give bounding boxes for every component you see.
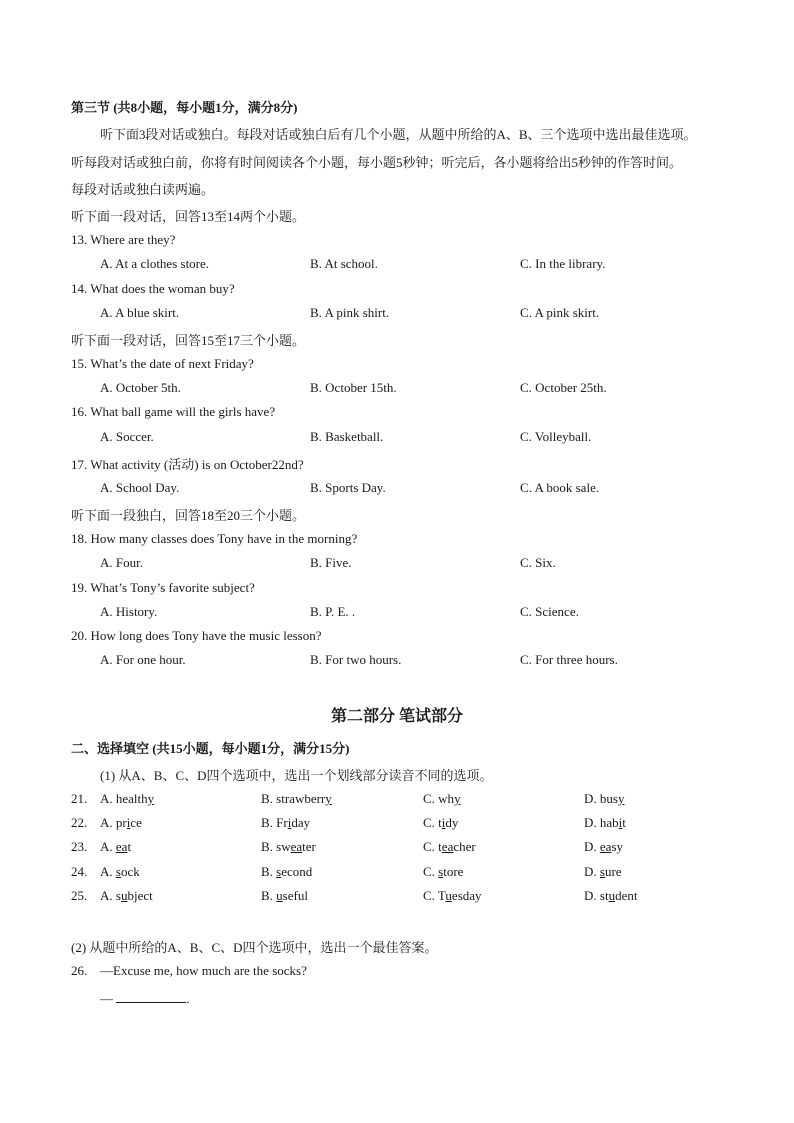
option-a: A. A blue skirt. xyxy=(100,305,180,320)
instruction-line: 听下面3段对话或独白。每段对话或独白后有几个小题，从题中所给的A、B、三个选项中选出最佳选项。 xyxy=(100,127,697,142)
option-b: B. Basketball. xyxy=(310,429,384,444)
phonics-row xyxy=(0,839,794,857)
option-a: A. At a clothes store. xyxy=(100,256,210,271)
question-number: 25. xyxy=(71,888,88,903)
question-number: 24. xyxy=(71,864,88,879)
option-b: B. At school. xyxy=(310,256,378,271)
question-text: 20. How long does Tony have the music lesson? xyxy=(71,628,322,643)
option-b: B. October 15th. xyxy=(310,380,397,395)
question-text: 13. Where are they? xyxy=(71,232,176,247)
sub-instruction: (2) 从题中所给的A、B、C、D四个选项中，选出一个最佳答案。 xyxy=(71,940,438,955)
option-b: B. A pink shirt. xyxy=(310,305,390,320)
option-b: B. P. E. . xyxy=(310,604,356,619)
option-c: C. A pink skirt. xyxy=(520,305,600,320)
dash: — xyxy=(100,991,113,1006)
phonics-row xyxy=(0,864,794,882)
option-b: B. sweater xyxy=(261,839,316,854)
option-c: C. teacher xyxy=(423,839,476,854)
question-text: 17. What activity (活动) is on October22nd? xyxy=(71,457,304,472)
option-c: C. why xyxy=(423,791,461,806)
dialogue-lead: 听下面一段对话，回答15至17三个小题。 xyxy=(71,333,306,348)
option-d: D. habit xyxy=(584,815,626,830)
question-text: —Excuse me, how much are the socks? xyxy=(100,963,307,978)
option-a: A. For one hour. xyxy=(100,652,186,667)
option-d: D. easy xyxy=(584,839,623,854)
option-a: A. History. xyxy=(100,604,158,619)
period: . xyxy=(186,991,190,1006)
question-number: 21. xyxy=(71,791,88,806)
option-b: B. For two hours. xyxy=(310,652,402,667)
phonics-row xyxy=(0,791,794,809)
sub-instruction: (1) 从A、B、C、D四个选项中，选出一个划线部分读音不同的选项。 xyxy=(100,768,493,783)
question-text: 19. What’s Tony’s favorite subject? xyxy=(71,580,255,595)
option-a: A. price xyxy=(100,815,142,830)
phonics-row xyxy=(0,888,794,906)
option-c: C. In the library. xyxy=(520,256,606,271)
monologue-lead: 听下面一段独白，回答18至20三个小题。 xyxy=(71,508,306,523)
option-b: B. useful xyxy=(261,888,308,903)
option-b: B. second xyxy=(261,864,313,879)
option-a: A. October 5th. xyxy=(100,380,181,395)
option-c: C. Six. xyxy=(520,555,556,570)
option-b: B. strawberry xyxy=(261,791,332,806)
question-text: 18. How many classes does Tony have in the morning? xyxy=(71,531,358,546)
option-c: C. Science. xyxy=(520,604,579,619)
option-d: D. sure xyxy=(584,864,622,879)
option-c: C. October 25th. xyxy=(520,380,607,395)
option-c: C. A book sale. xyxy=(520,480,600,495)
option-d: D. busy xyxy=(584,791,625,806)
answer-line xyxy=(100,990,190,1007)
option-c: C. For three hours. xyxy=(520,652,618,667)
option-b: B. Five. xyxy=(310,555,352,570)
option-b: B. Friday xyxy=(261,815,311,830)
question-number: 23. xyxy=(71,839,88,854)
option-c: C. tidy xyxy=(423,815,459,830)
option-a: A. Soccer. xyxy=(100,429,154,444)
option-c: C. Tuesday xyxy=(423,888,482,903)
instruction-line: 每段对话或独白读两遍。 xyxy=(71,182,215,197)
option-a: A. healthy xyxy=(100,791,155,806)
question-text: 14. What does the woman buy? xyxy=(71,281,235,296)
option-a: A. Four. xyxy=(100,555,143,570)
answer-blank[interactable] xyxy=(116,990,186,1003)
part-title: 第二部分 笔试部分 xyxy=(330,708,463,725)
option-a: A. subject xyxy=(100,888,153,903)
question-text: 15. What’s the date of next Friday? xyxy=(71,356,254,371)
option-d: D. student xyxy=(584,888,638,903)
option-a: A. eat xyxy=(100,839,132,854)
option-a: A. School Day. xyxy=(100,480,180,495)
section-heading: 二、选择填空 (共15小题，每小题1分，满分15分) xyxy=(71,741,350,756)
section-heading: 第三节 (共8小题，每小题1分，满分8分) xyxy=(71,100,298,115)
option-b: B. Sports Day. xyxy=(310,480,386,495)
option-c: C. Volleyball. xyxy=(520,429,592,444)
question-number: 26. xyxy=(71,963,88,978)
instruction-line: 听每段对话或独白前，你将有时间阅读各个小题，每小题5秒钟；听完后，各小题将给出5秒钟的作答时间。 xyxy=(71,155,683,170)
option-c: C. store xyxy=(423,864,464,879)
question-text: 16. What ball game will the girls have? xyxy=(71,404,276,419)
question-number: 22. xyxy=(71,815,88,830)
dialogue-lead: 听下面一段对话，回答13至14两个小题。 xyxy=(71,209,306,224)
phonics-row xyxy=(0,815,794,833)
option-a: A. sock xyxy=(100,864,140,879)
